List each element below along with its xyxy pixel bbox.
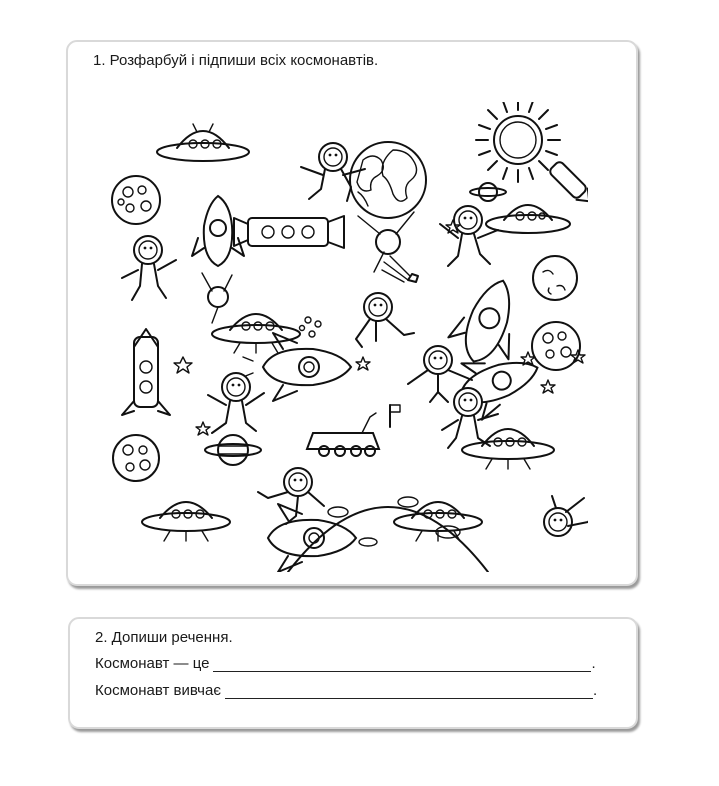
astronaut-icon: [258, 468, 324, 524]
ufo-icon: [212, 314, 300, 353]
task-2-title: 2. Допиши речення.: [95, 629, 233, 646]
rocket-icon: [548, 160, 588, 207]
sun-icon: [476, 102, 560, 182]
ufo-icon: [486, 205, 570, 233]
astronaut-icon: [544, 496, 588, 536]
ufo-icon: [142, 502, 230, 541]
flag-icon: [390, 405, 400, 427]
planet-icon: [533, 256, 577, 300]
rocket-icon: [268, 504, 356, 572]
astronaut-icon: [208, 373, 264, 433]
sentence-1-prefix: Космонавт — це: [95, 655, 210, 672]
rocket-icon: [122, 329, 170, 415]
comet-icon: [382, 256, 418, 282]
astronaut-icon: [301, 143, 365, 201]
task-1-title: 1. Розфарбуй і підпиши всіх космонавтів.: [93, 52, 379, 69]
task-2-card: [68, 617, 638, 729]
moon-rover-icon: [307, 413, 379, 456]
earth-planet-icon: [350, 142, 426, 218]
ringed-planet-icon: [205, 435, 261, 465]
rocket-icon: [444, 270, 534, 373]
rocket-icon: [234, 216, 344, 248]
asteroid-icon: [300, 317, 322, 337]
sentence-1-answer-line[interactable]: [213, 657, 591, 672]
task-1-card: [66, 40, 638, 586]
astronaut-icon: [440, 206, 498, 266]
sentence-2: [95, 682, 597, 699]
star-icon: [174, 220, 585, 435]
astronaut-icon: [356, 293, 414, 347]
ringed-planet-icon: [470, 183, 506, 201]
cratered-planet-icon: [112, 176, 160, 224]
sentence-1-suffix: .: [591, 655, 596, 672]
astronaut-icon: [122, 236, 176, 300]
sentence-2-suffix: .: [593, 682, 598, 699]
cratered-planet-icon: [113, 435, 159, 481]
rocket-icon: [192, 196, 244, 266]
sentence-2-prefix: Космонавт вивчає: [95, 682, 221, 699]
satellite-icon: [202, 273, 232, 323]
sentence-1: [95, 655, 596, 672]
ufo-icon: [157, 124, 249, 161]
ufo-icon: [462, 429, 554, 469]
sentence-2-answer-line[interactable]: [225, 684, 593, 699]
space-coloring-illustration: [108, 102, 588, 572]
